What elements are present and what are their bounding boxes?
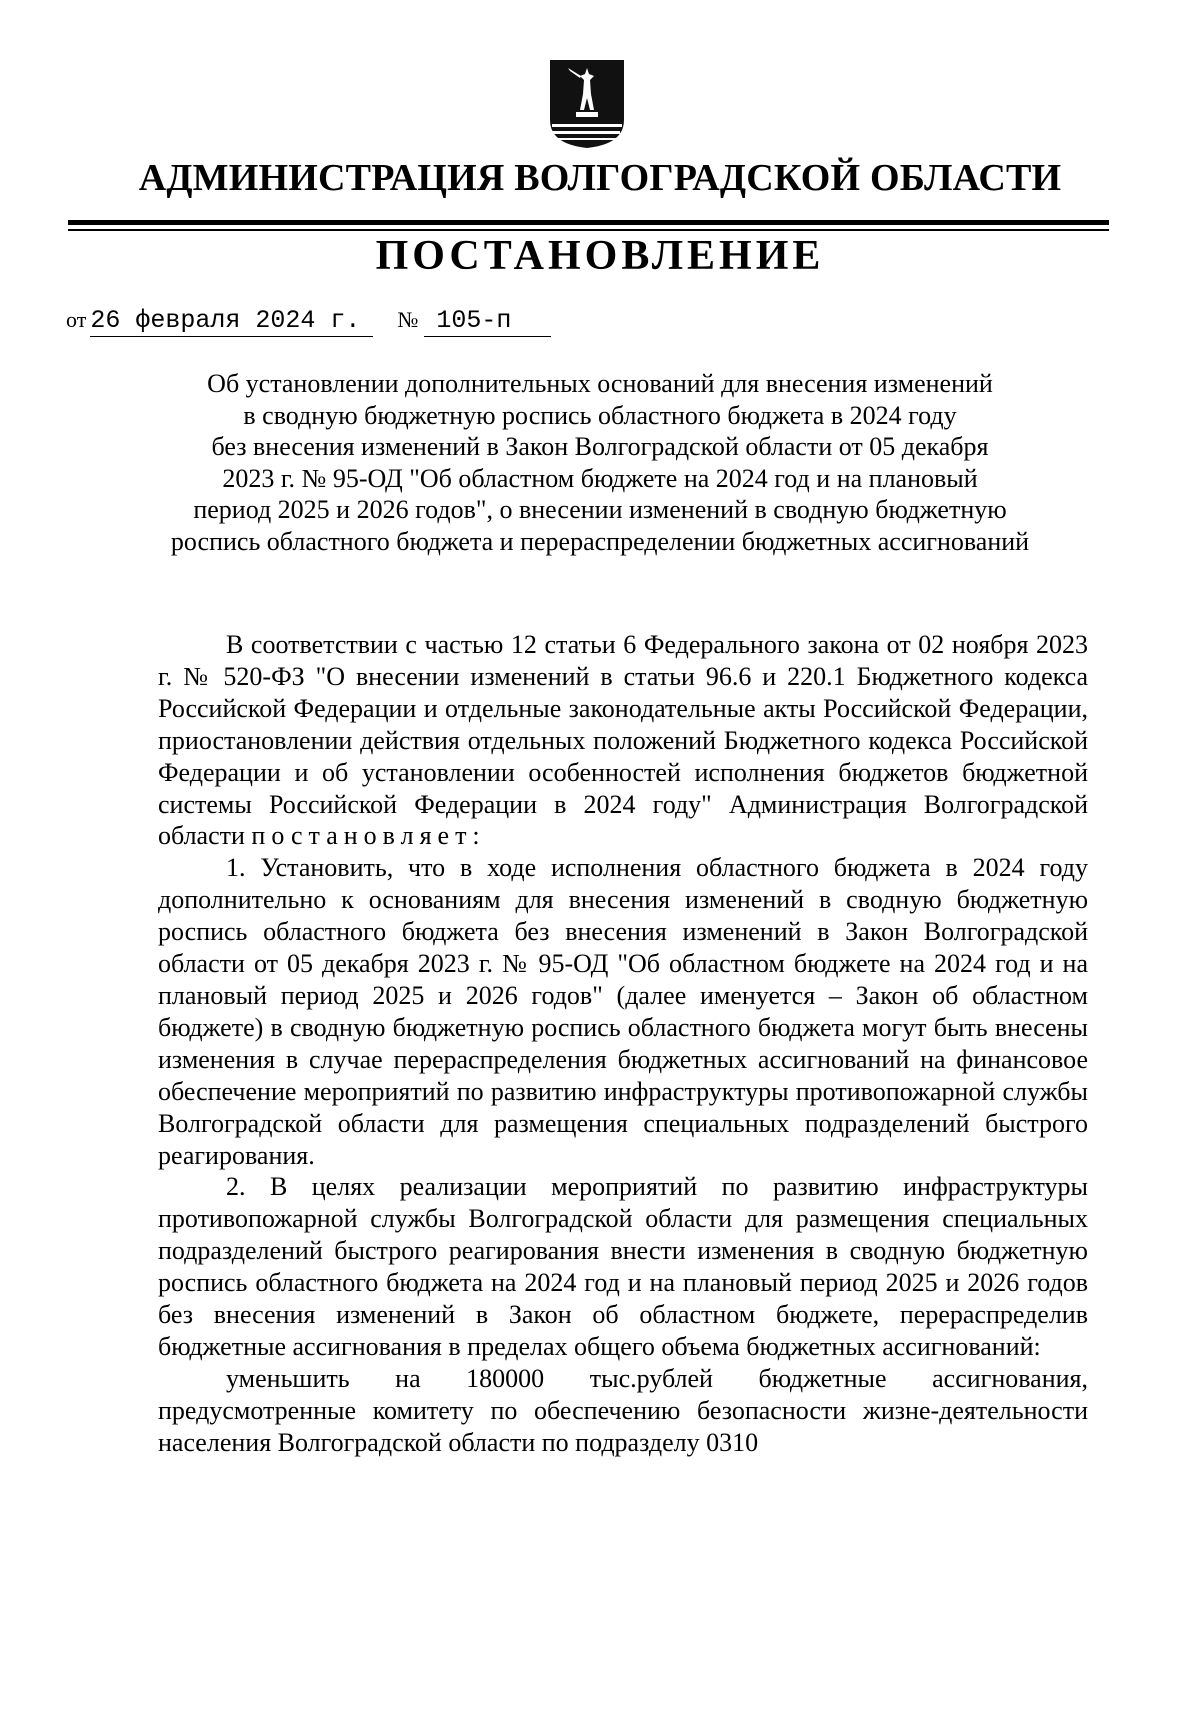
paragraph-item-2: 2. В целях реализации мероприятий по развитию инфраструктуры противопожарной службы Волгоградской области для размещения специальных подразделений быстрого реагирования внести изменения в сводную бюджетную роспись областного бюджета на 2024 год и на плановый период 2025 и 2026 годов без внесения изменений в Закон об областном бюджете, перераспределив бюджетные ассигнования в пределах общего объема бюджетных ассигнований: <box>158 1172 1088 1361</box>
date-prefix: от <box>66 307 87 332</box>
document-body <box>158 629 1088 1459</box>
document-date: 26 февраля 2024 г. <box>90 306 373 337</box>
preamble-text: В соответствии с частью 12 статьи 6 Федерального закона от 02 ноября 2023 г. № 520-ФЗ "О внесении изменений в статьи 96.6 и 220.1 Бюджетного кодекса Российской Федерации и отдельные законодательные акты Российской Федерации, приостановлении действия отдельных положений Бюджетного кодекса Российской Федерации и об установлении особенностей исполнения бюджетов бюджетной системы Российской Федерации в 2024 году" Администрация Волгоградской области <box>158 630 1088 851</box>
number-label: № <box>397 307 419 332</box>
title-line: в сводную бюджетную роспись областного бюджета в 2024 году <box>243 400 957 430</box>
title-line: роспись областного бюджета и перераспределении бюджетных ассигнований <box>170 526 1030 556</box>
title-line: 2023 г. № 95-ОД "Об областном бюджете на 2024 год и на плановый <box>222 463 978 493</box>
organization-name: АДМИНИСТРАЦИЯ ВОЛГОГРАДСКОЙ ОБЛАСТИ <box>138 157 1062 199</box>
header-rule-thin <box>68 229 1109 231</box>
document-type: ПОСТАНОВЛЕНИЕ <box>375 233 825 279</box>
title-line: без внесения изменений в Закон Волгоградской области от 05 декабря <box>211 432 989 461</box>
paragraph-decrease: уменьшить на 180000 тыс.рублей бюджетные ассигнования, предусмотренные комитету по обеспечению безопасности жизне-деятельности населения Волгоградской области по подразделу 0310 <box>158 1363 1088 1457</box>
resolves-word: постановляет: <box>251 821 486 851</box>
coat-of-arms-icon <box>548 58 626 150</box>
document-title <box>140 368 1060 557</box>
document-number: 105-п <box>424 306 551 337</box>
title-line: период 2025 и 2026 годов", о внесении изменений в сводную бюджетную <box>193 495 1007 524</box>
date-number-line <box>66 306 551 337</box>
paragraph-preamble <box>158 629 1088 852</box>
title-line: Об установлении дополнительных оснований для внесения изменений <box>207 369 993 398</box>
paragraph-item-1: 1. Установить, что в ходе исполнения областного бюджета в 2024 году дополнительно к основаниям для внесения изменений в сводную бюджетную роспись областного бюджета без внесения изменений в Закон Волгоградской области от 05 декабря 2023 г. № 95-ОД "Об областном бюджете на 2024 год и на плановый период 2025 и 2026 годов" (далее именуется – Закон об областном бюджете) в сводную бюджетную роспись областного бюджета могут быть внесены изменения в случае перераспределения бюджетных ассигнований на финансовое обеспечение мероприятий по развитию инфраструктуры противопожарной службы Волгоградской области для размещения специальных подразделений быстрого реагирования. <box>158 853 1088 1170</box>
header-rule-thick <box>68 220 1109 225</box>
